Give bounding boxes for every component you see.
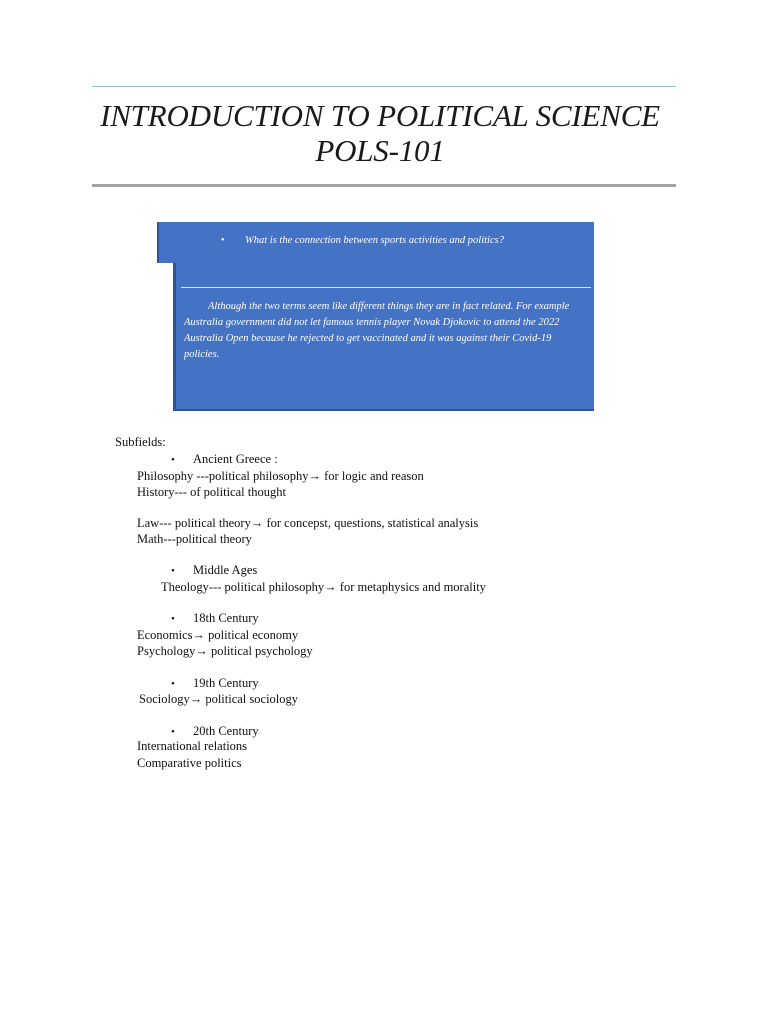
bullet-icon: • (171, 726, 175, 738)
list-item: Math---political theory (137, 532, 252, 546)
era-name: 19th Century (193, 676, 259, 690)
list-item: Philosophy ---political philosophy→ for logic and reason (137, 469, 424, 483)
callout-question: What is the connection between sports activities and politics? (245, 235, 504, 246)
subfields-label: Subfields: (115, 435, 166, 449)
era-19th-century (171, 675, 259, 692)
list-item: Sociology→ political sociology (139, 692, 299, 706)
era-ancient-greece (171, 451, 278, 468)
bullet-icon: • (171, 678, 175, 690)
era-18th-century (171, 610, 259, 627)
era-name: Middle Ages (193, 563, 258, 577)
title-line-2: POLS-101 (315, 133, 445, 168)
era-middle-ages (171, 562, 257, 579)
era-name: 18th Century (193, 611, 259, 625)
list-item: Economics→ political economy (137, 628, 299, 642)
list-item: Theology--- political philosophy→ for metaphysics and morality (161, 580, 486, 594)
bullet-icon: • (171, 613, 175, 625)
list-item: History--- of political thought (137, 485, 286, 499)
bullet-icon: • (171, 565, 175, 577)
era-name: Ancient Greece : (193, 452, 278, 466)
title-line-1: INTRODUCTION TO POLITICAL SCIENCE (100, 98, 660, 133)
list-item: International relations (137, 739, 248, 753)
callout-bullet-icon: • (221, 235, 225, 246)
list-item: Psychology→ political psychology (137, 644, 313, 658)
callout-answer: Although the two terms seem like different things they are in fact related. For example Australia government did not let famous tennis player Novak Djokovic to attend the 2022 Australia Open because he rejected to get vaccinated and it was against their Covid-19 policies. (184, 301, 570, 360)
list-item: Comparative politics (137, 756, 242, 770)
bullet-icon: • (171, 454, 175, 466)
list-item: Law--- political theory→ for concepst, questions, statistical analysis (137, 516, 479, 530)
era-name: 20th Century (193, 724, 259, 738)
